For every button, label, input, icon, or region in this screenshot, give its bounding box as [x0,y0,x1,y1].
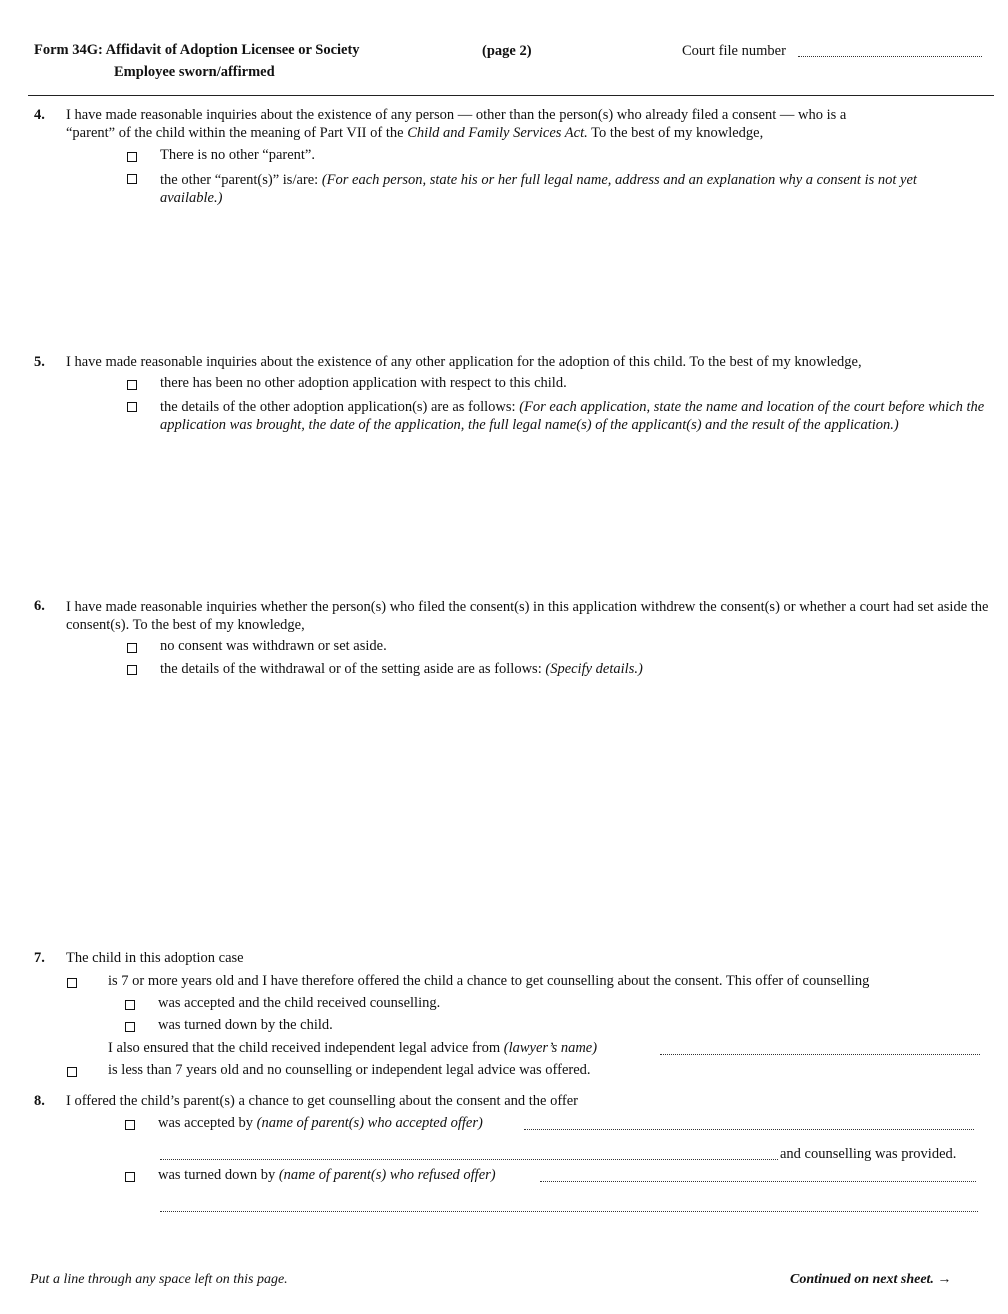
option-parent-refused: was turned down by (name of parent(s) who refused offer) [158,1167,496,1183]
checkbox-counselling-refused[interactable] [125,1022,135,1032]
accepted-parent-name-field-continued[interactable] [160,1159,778,1160]
footer-continued: Continued on next sheet. → [790,1272,952,1287]
checkbox-no-other-application[interactable] [127,380,137,390]
option-child-under-7: is less than 7 years old and no counselling or independent legal advice was offered. [108,1062,591,1078]
option-no-other-parent: There is no other “parent”. [160,147,315,163]
section-5-number: 5. [34,354,45,370]
court-file-label: Court file number [682,43,786,59]
section-6-text: I have made reasonable inquiries whether the person(s) who filed the consent(s) in this application withdrew the consent(s) or whether a court had set aside the consent(s). To the best of my knowledge, [66,599,989,633]
section-7-text: The child in this adoption case [66,950,244,966]
option-no-withdrawal: no consent was withdrawn or set aside. [160,638,387,654]
refused-parent-name-field-continued[interactable] [160,1211,978,1212]
section-5-text: I have made reasonable inquiries about the existence of any other application for the adoption of this child. To the best of my knowledge, [66,354,862,370]
court-file-number-field[interactable] [798,56,982,57]
form-title: Form 34G: Affidavit of Adoption Licensee or Society [34,42,360,58]
section-8-text: I offered the child’s parent(s) a chance to get counselling about the consent and the offer [66,1093,579,1109]
checkbox-withdrawal-details[interactable] [127,665,137,675]
section-4-text-line2: “parent” of the child within the meaning of Part VII of the Child and Family Services Act. To the best of my knowledge, [66,125,764,141]
option-parent-accepted: was accepted by (name of parent(s) who accepted offer) [158,1115,483,1131]
section-4-text-line1: I have made reasonable inquiries about the existence of any person — other than the person(s) who already filed a consent — who is a [66,107,847,123]
checkbox-child-7-or-older[interactable] [67,978,77,988]
accepted-parent-name-field[interactable] [524,1129,974,1130]
section-8-number: 8. [34,1093,45,1109]
section-4-number: 4. [34,107,45,123]
option-other-application: the details of the other adoption application(s) are as follows: (For each application, state the name and location of the court before which the application was brought, the date of the application, the full legal name(s) of the applicant(s) and the result of the application.) [160,399,985,433]
footer-left-note: Put a line through any space left on this page. [30,1272,288,1287]
arrow-right-icon: → [937,1272,952,1287]
legal-advice-text: I also ensured that the child received independent legal advice from (lawyer’s name) [108,1040,598,1056]
checkbox-no-withdrawal[interactable] [127,643,137,653]
option-counselling-accepted: was accepted and the child received counselling. [158,995,441,1011]
page-label: (page 2) [482,43,532,59]
option-no-other-application: there has been no other adoption application with respect to this child. [160,375,567,391]
option-counselling-refused: was turned down by the child. [158,1017,333,1033]
section-6-number: 6. [34,598,45,614]
checkbox-counselling-accepted[interactable] [125,1000,135,1010]
option-withdrawal-details: the details of the withdrawal or of the setting aside are as follows: (Specify details.) [160,661,643,677]
header-rule [28,95,994,96]
option-other-parents: the other “parent(s)” is/are: (For each person, state his or her full legal name, address and an explanation why a consent is not yet available.) [160,172,917,206]
counselling-provided-text: and counselling was provided. [780,1146,957,1162]
checkbox-parent-refused[interactable] [125,1172,135,1182]
option-child-7-or-older: is 7 or more years old and I have therefore offered the child a chance to get counselling about the consent. This offer of counselling [108,973,870,989]
section-7-number: 7. [34,950,45,966]
form-subtitle: Employee sworn/affirmed [114,64,275,80]
lawyer-name-field[interactable] [660,1054,980,1055]
checkbox-other-application[interactable] [127,402,137,412]
checkbox-other-parents[interactable] [127,174,137,184]
checkbox-no-other-parent[interactable] [127,152,137,162]
checkbox-child-under-7[interactable] [67,1067,77,1077]
refused-parent-name-field[interactable] [540,1181,976,1182]
checkbox-parent-accepted[interactable] [125,1120,135,1130]
